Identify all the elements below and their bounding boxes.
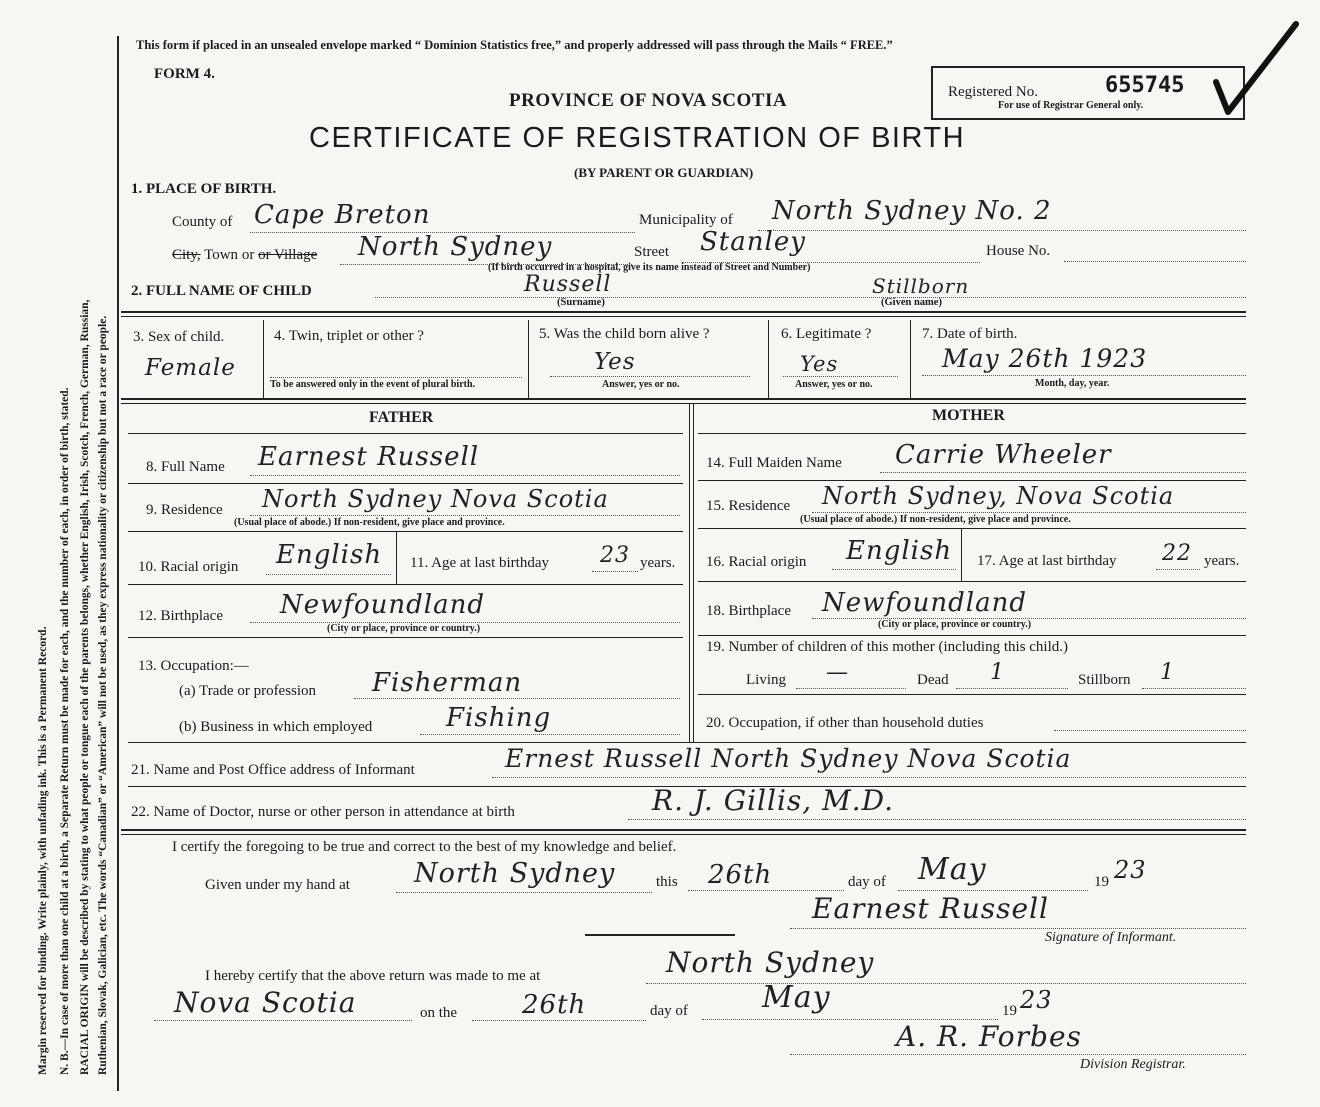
doctor-rule-2	[121, 834, 1246, 835]
living-line	[796, 688, 906, 689]
town-label: Town	[200, 247, 242, 263]
certify-statement: I certify the foregoing to be true and correct to the best of my knowledge and belief.	[172, 839, 677, 855]
father-age-unit: years.	[640, 555, 676, 571]
mother-birthplace-note: (City or place, province or country.)	[878, 619, 1032, 630]
father-birthplace-label: 12. Birthplace	[138, 608, 223, 624]
father-racial-origin-line	[266, 574, 391, 575]
street-label: Street	[634, 244, 669, 260]
registrar-signature-line	[790, 1054, 1246, 1055]
municipality-line	[758, 230, 1246, 231]
mother-birthplace-label: 18. Birthplace	[706, 603, 791, 619]
father-residence-line	[250, 515, 680, 516]
father-trade-line	[354, 698, 680, 699]
father-age-line	[592, 571, 638, 572]
date-of-birth-note: Month, day, year.	[1035, 378, 1110, 389]
certify-month-line	[898, 890, 1088, 891]
certify-separator	[585, 934, 735, 936]
registrar-month-value: May	[762, 980, 831, 1015]
mother-name-line	[880, 472, 1246, 473]
registrar-day-line	[472, 1020, 646, 1021]
stillborn-line	[1142, 688, 1246, 689]
father-racial-divider	[396, 532, 397, 584]
certify-year-prefix: 19	[1094, 874, 1109, 890]
section-rule-top-1	[121, 311, 1246, 313]
father-trade-value: Fisherman	[372, 668, 523, 698]
child-name-label: 2. FULL NAME OF CHILD	[131, 283, 312, 299]
living-label: Living	[746, 672, 786, 688]
mother-residence-value: North Sydney, Nova Scotia	[822, 482, 1175, 510]
registrar-year-prefix: 19	[1002, 1003, 1017, 1019]
alive-line	[550, 376, 750, 377]
province-heading: PROVINCE OF NOVA SCOTIA	[509, 90, 788, 111]
certify-place-line	[396, 892, 652, 893]
twin-label: 4. Twin, triplet or other ?	[274, 328, 424, 344]
father-trade-label: (a) Trade or profession	[179, 683, 317, 699]
postal-note: This form if placed in an unsealed envelope marked “ Dominion Statistics free,” and properly addressed will pass through the Mails “ FREE.”	[136, 38, 893, 52]
legitimate-note: Answer, yes or no.	[795, 379, 873, 390]
father-racial-origin-label: 10. Racial origin	[138, 559, 239, 575]
father-occupation-label: 13. Occupation:—	[138, 658, 249, 674]
legitimate-value: Yes	[800, 352, 839, 376]
margin-note-racial-origin-2: Ruthenian, Slovak, Galician, etc. The words “Canadian” or “American” will not be used, as they express nationality or citizenship but not a race or people.	[97, 315, 109, 1075]
date-of-birth-value: May 26th 1923	[942, 344, 1148, 373]
registrar-year-value: 23	[1020, 986, 1053, 1014]
father-rule-1	[128, 483, 683, 484]
informant-signature-line	[790, 928, 1246, 929]
margin-note-binding: Margin reserved for binding. Write plainly, with unfading ink. This is a Permanent Record.	[37, 626, 49, 1075]
father-rule-4	[128, 637, 683, 638]
registrar-day-label: day of	[650, 1003, 688, 1019]
father-rule-2	[128, 531, 683, 532]
father-business-label: (b) Business in which employed	[179, 719, 373, 735]
father-racial-origin-value: English	[276, 540, 383, 570]
city-value: North Sydney	[358, 232, 553, 262]
section-rule-top-2	[121, 316, 1246, 317]
dead-line	[956, 688, 1068, 689]
doctor-label: 22. Name of Doctor, nurse or other person in attendance at birth	[131, 804, 515, 820]
county-label: County of	[172, 214, 233, 230]
mother-age-label: 17. Age at last birthday	[977, 553, 1117, 569]
living-value: —	[826, 660, 849, 685]
mother-children-label: 19. Number of children of this mother (including this child.)	[706, 639, 1069, 655]
child-name-line	[375, 297, 1246, 298]
legitimate-label: 6. Legitimate ?	[781, 326, 872, 342]
informant-value: Ernest Russell North Sydney Nova Scotia	[505, 744, 1072, 773]
father-heading-rule	[128, 433, 683, 434]
certify-day-label: day of	[848, 874, 886, 890]
stillborn-value: 1	[1160, 660, 1175, 685]
mother-name-value: Carrie Wheeler	[895, 440, 1112, 470]
twin-note: To be answered only in the event of plural birth.	[270, 379, 476, 390]
doctor-line	[628, 819, 1246, 820]
place-of-birth-heading: 1. PLACE OF BIRTH.	[131, 181, 277, 197]
certify-place-value: North Sydney	[414, 858, 616, 889]
certify-day-line	[688, 890, 844, 891]
row3-bottom-rule-2	[121, 403, 1246, 404]
house-number-line	[1064, 261, 1246, 262]
father-residence-label: 9. Residence	[146, 502, 223, 518]
row3-divider-2	[528, 320, 529, 398]
child-surname-value: Russell	[524, 272, 612, 297]
father-birthplace-note: (City or place, province or country.)	[327, 623, 481, 634]
registrar-place-line-2	[154, 1020, 412, 1021]
municipality-label: Municipality of	[639, 212, 733, 228]
form-left-border	[117, 36, 119, 1091]
legitimate-line	[783, 376, 898, 377]
registrar-place-value-1: North Sydney	[666, 946, 875, 979]
mother-racial-origin-value: English	[846, 536, 953, 566]
parents-divider-2	[693, 404, 694, 742]
registrar-day-value: 26th	[522, 990, 587, 1020]
father-age-label: 11. Age at last birthday	[410, 555, 549, 571]
check-mark-icon	[1212, 20, 1302, 120]
father-rule-3	[128, 584, 683, 585]
mother-age-value: 22	[1162, 541, 1192, 566]
parents-divider-1	[689, 404, 690, 742]
date-of-birth-line	[922, 375, 1246, 376]
mother-rule-1	[698, 480, 1246, 481]
mother-racial-origin-label: 16. Racial origin	[706, 554, 807, 570]
informant-signature: Earnest Russell	[812, 892, 1049, 925]
registrar-on-label: on the	[420, 1005, 458, 1021]
mother-rule-5	[698, 694, 1246, 695]
row3-bottom-rule-1	[121, 398, 1246, 400]
informant-signature-label: Signature of Informant.	[1045, 930, 1177, 945]
date-of-birth-label: 7. Date of birth.	[922, 326, 1018, 342]
mother-occupation-line	[1054, 730, 1246, 731]
doctor-rule-1	[121, 829, 1246, 831]
dead-label: Dead	[917, 672, 949, 688]
registrar-place-line-1	[646, 983, 1246, 984]
child-given-name-caption: (Given name)	[881, 297, 942, 308]
mother-residence-label: 15. Residence	[706, 498, 791, 514]
father-residence-value: North Sydney Nova Scotia	[262, 485, 609, 513]
county-value: Cape Breton	[254, 200, 431, 230]
alive-note: Answer, yes or no.	[602, 379, 680, 390]
informant-line	[492, 777, 1246, 778]
mother-heading: MOTHER	[932, 407, 1005, 424]
certify-year-value: 23	[1114, 856, 1147, 884]
alive-value: Yes	[594, 349, 636, 375]
father-business-value: Fishing	[446, 703, 552, 733]
mother-rule-2	[698, 528, 1246, 529]
father-name-line	[250, 475, 680, 476]
father-name-value: Earnest Russell	[258, 442, 480, 472]
hospital-note: (If birth occurred in a hospital, give its name instead of Street and Number)	[488, 262, 811, 273]
registrar-use-note: For use of Registrar General only.	[998, 100, 1144, 111]
twin-line	[270, 377, 522, 378]
stillborn-label: Stillborn	[1078, 672, 1131, 688]
alive-label: 5. Was the child born alive ?	[539, 326, 710, 342]
municipality-value: North Sydney No. 2	[772, 196, 1052, 226]
father-business-line	[420, 734, 680, 735]
mother-age-unit: years.	[1204, 553, 1240, 569]
row3-divider-1	[263, 320, 264, 398]
certificate-title: CERTIFICATE OF REGISTRATION OF BIRTH	[309, 122, 966, 154]
father-birthplace-value: Newfoundland	[280, 590, 486, 620]
mother-rule-3	[698, 581, 1246, 582]
margin-note-racial-origin-1: RACIAL ORIGIN will be described by stating to what people or tongue each of the parents belongs, whether English, Irish, Scotch, French, German, Russian,	[79, 299, 91, 1075]
registered-label: Registered No.	[948, 84, 1038, 100]
registrar-statement: I hereby certify that the above return was made to me at	[205, 968, 541, 984]
registered-number: 655745	[1105, 73, 1185, 98]
father-name-label: 8. Full Name	[146, 459, 225, 475]
sex-label: 3. Sex of child.	[133, 329, 225, 345]
street-value: Stanley	[700, 227, 806, 257]
informant-label: 21. Name and Post Office address of Informant	[131, 762, 415, 778]
village-label-struck: or Village	[258, 247, 318, 263]
father-heading: FATHER	[369, 409, 434, 426]
certify-given-label: Given under my hand at	[205, 877, 350, 893]
mother-racial-origin-line	[832, 569, 956, 570]
mother-occupation-label: 20. Occupation, if other than household duties	[706, 715, 984, 731]
form-number: FORM 4.	[154, 66, 215, 82]
mother-heading-rule	[698, 433, 1246, 434]
child-given-name-value: Stillborn	[872, 274, 970, 298]
margin-note-plural-birth: N. B.—In case of more than one child at a birth, a Separate Return must be made for each, and the number of each, in order of birth, stated.	[59, 387, 71, 1075]
row3-divider-4	[910, 320, 911, 398]
sex-value: Female	[145, 355, 236, 381]
mother-name-label: 14. Full Maiden Name	[706, 455, 842, 471]
dead-value: 1	[990, 660, 1005, 685]
mother-age-line	[1156, 569, 1200, 570]
city-label-struck: City,	[172, 247, 201, 263]
certify-this-label: this	[656, 874, 678, 890]
registrar-signature: A. R. Forbes	[896, 1020, 1082, 1053]
child-surname-caption: (Surname)	[557, 297, 605, 308]
house-number-label: House No.	[986, 243, 1051, 259]
mother-residence-note: (Usual place of abode.) If non-resident, give place and province.	[800, 514, 1071, 525]
mother-rule-4	[698, 635, 1246, 636]
certify-day-value: 26th	[708, 860, 773, 890]
father-age-value: 23	[600, 543, 630, 568]
registrar-signature-label: Division Registrar.	[1080, 1057, 1186, 1072]
city-town-village-label: City, Town or or Village	[172, 247, 318, 263]
row3-divider-3	[768, 320, 769, 398]
father-residence-note: (Usual place of abode.) If non-resident, give place and province.	[234, 517, 505, 528]
registrar-place-value-2: Nova Scotia	[174, 986, 357, 1019]
mother-birthplace-value: Newfoundland	[822, 588, 1028, 618]
certify-month-value: May	[918, 852, 987, 887]
certificate-subtitle: (BY PARENT OR GUARDIAN)	[574, 165, 754, 180]
mother-racial-divider	[961, 529, 962, 581]
doctor-value: R. J. Gillis, M.D.	[652, 784, 895, 817]
parents-bottom-rule	[128, 742, 1246, 743]
mother-residence-line	[812, 512, 1246, 513]
